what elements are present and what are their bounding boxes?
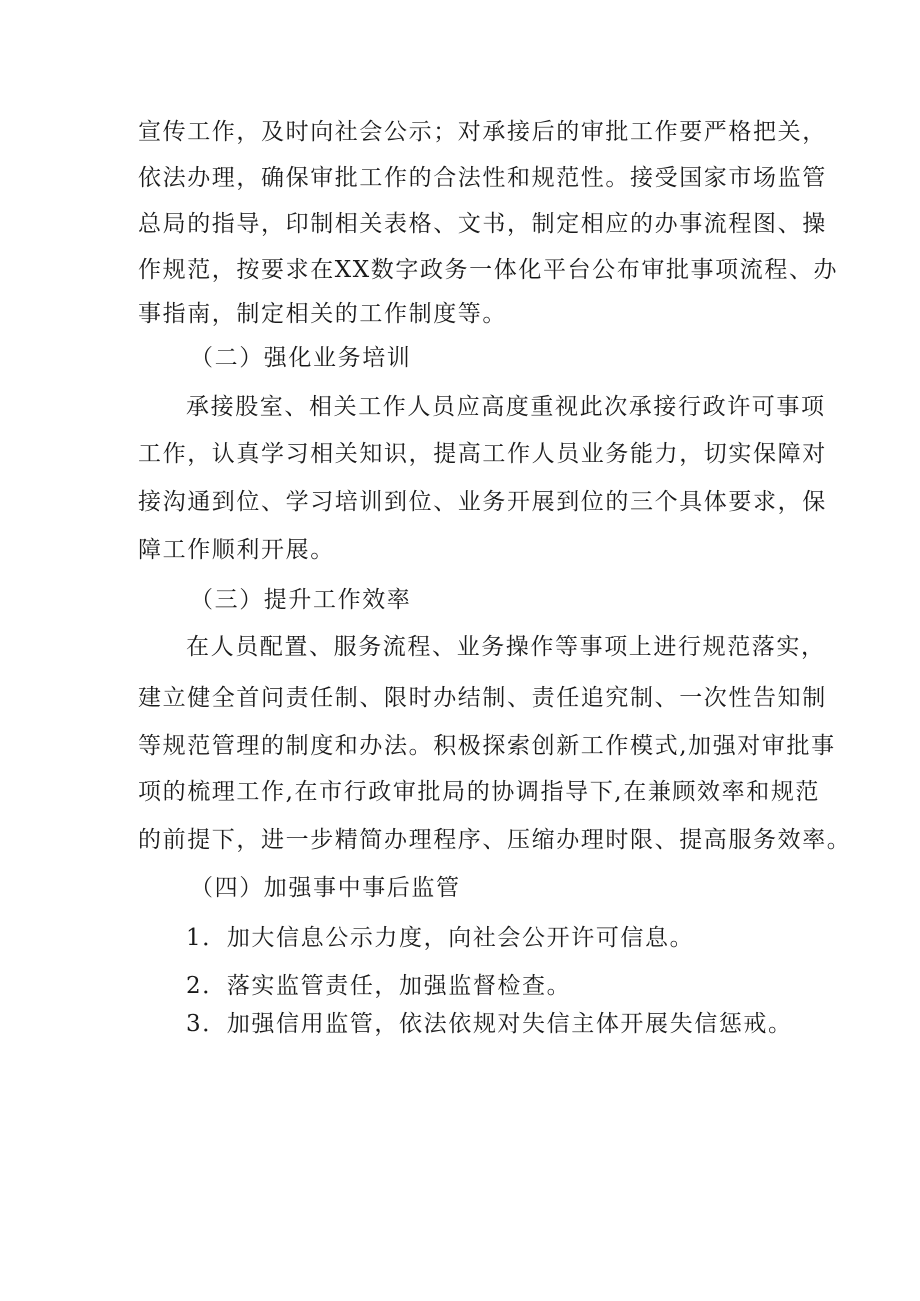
paragraph-line: 障工作顺利开展。 [138,537,335,563]
paragraph-line: 建立健全首问责任制、限时办结制、责任追究制、一次性告知制 [138,685,827,711]
list-item: 2．落实监管责任，加强监督检查。 [186,973,572,999]
paragraph-line: 项的梳理工作,在市行政审批局的协调指导下,在兼顾效率和规范 [138,779,821,805]
paragraph-line: 依法办理，确保审批工作的合法性和规范性。接受国家市场监管 [138,165,827,191]
paragraph-line: 接沟通到位、学习培训到位、业务开展到位的三个具体要求，保 [138,489,827,515]
paragraph-line: 事指南，制定相关的工作制度等。 [138,301,507,327]
paragraph-line: 总局的指导，印制相关表格、文书，制定相应的办事流程图、操 [138,211,827,237]
paragraph-line: 承接股室、相关工作人员应高度重视此次承接行政许可事项 [186,394,826,420]
paragraph-line: 在人员配置、服务流程、业务操作等事项上进行规范落实， [186,634,826,660]
section-heading-2: （二）强化业务培训 [190,345,412,371]
paragraph-line: 工作，认真学习相关知识，提高工作人员业务能力，切实保障对 [138,441,827,467]
section-heading-3: （三）提升工作效率 [190,587,412,613]
section-heading-4: （四）加强事中事后监管 [190,875,461,901]
list-item: 3．加强信用监管，依法依规对失信主体开展失信惩戒。 [186,1011,793,1037]
paragraph-line: 等规范管理的制度和办法。积极探索创新工作模式,加强对审批事 [138,733,836,759]
paragraph-line: 的前提下，进一步精简办理程序、压缩办理时限、提高服务效率。 [138,827,852,853]
paragraph-line: 宣传工作，及时向社会公示；对承接后的审批工作要严格把关， [138,119,827,145]
paragraph-line: 作规范，按要求在XX数字政务一体化平台公布审批事项流程、办 [138,257,839,283]
list-item: 1．加大信息公示力度，向社会公开许可信息。 [186,925,695,951]
